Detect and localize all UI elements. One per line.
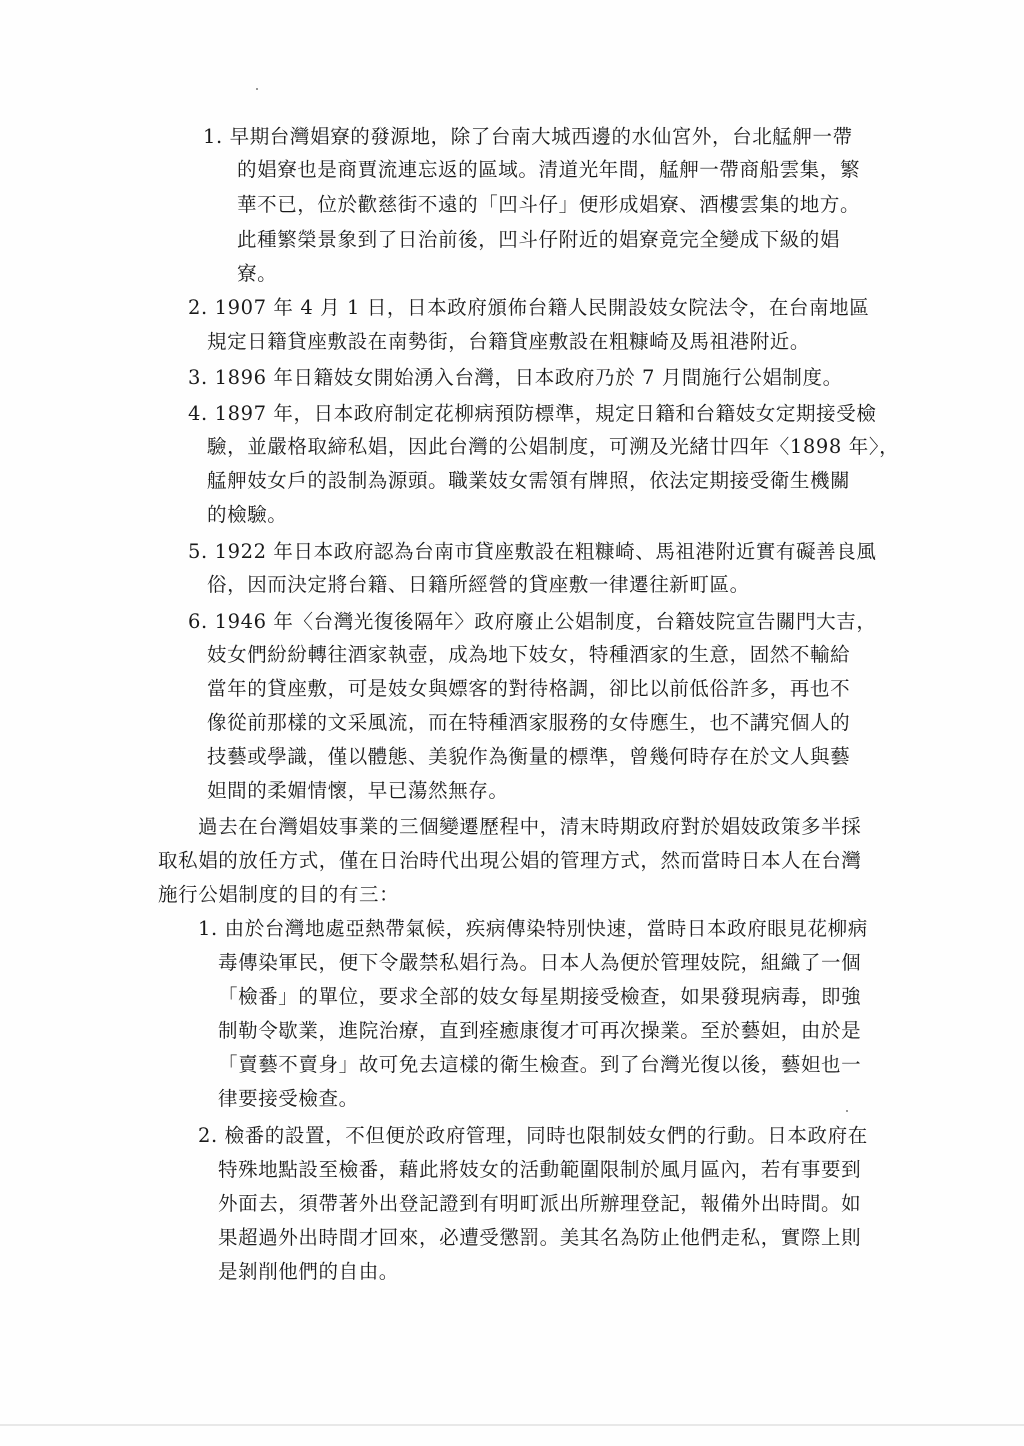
list-item-line: 的娼寮也是商賈流連忘返的區域。清道光年間，艋舺一帶商船雲集，繁 [237,158,861,181]
list-item-line: 驗，並嚴格取締私娼，因此台灣的公娼制度，可溯及光緒廿四年〈1898 年〉， [207,435,900,458]
list-item-line: 寮。 [237,262,278,285]
list-item-line: 6. 1946 年〈台灣光復後隔年〉政府廢止公娼制度，台籍妓院宣告關門大吉， [188,610,877,633]
scan-edge [0,1424,1024,1426]
list-item-line: 制勒令歇業，進院治療，直到痊癒康復才可再次操業。至於藝妲，由於是 [218,1019,862,1042]
list-item-line: 「賣藝不賣身」故可免去這樣的衛生檢查。到了台灣光復以後，藝妲也一 [218,1053,862,1076]
list-item-line: 3. 1896 年日籍妓女開始湧入台灣，日本政府乃於 7 月間施行公娼制度。 [188,366,843,389]
list-item-line: 2. 1907 年 4 月 1 日，日本政府頒佈台籍人民開設妓女院法令，在台南地區 [188,296,870,319]
list-item-line: 的檢驗。 [207,503,288,526]
paragraph-line: 取私娼的放任方式，僅在日治時代出現公娼的管理方式，然而當時日本人在台灣 [158,849,862,872]
list-item-line: 華不已，位於歡慈街不遠的「凹斗仔」便形成娼寮、酒樓雲集的地方。 [237,193,861,216]
list-item-line: 外面去，須帶著外出登記證到有明町派出所辦理登記，報備外出時間。如 [218,1192,862,1215]
list-item-line: 5. 1922 年日本政府認為台南市貸座敷設在粗糠崎、馬祖港附近實有礙善良風 [188,540,877,563]
list-item-line: 此種繁榮景象到了日治前後，凹斗仔附近的娼寮竟完全變成下級的娼 [237,228,841,251]
list-item-line: 4. 1897 年，日本政府制定花柳病預防標準，規定日籍和台籍妓女定期接受檢 [188,402,877,425]
scan-speck [256,88,258,90]
list-item-line: 果超過外出時間才回來，必遭受懲罰。美其名為防止他們走私，實際上則 [218,1226,862,1249]
list-item-line: 特殊地點設至檢番，藉此將妓女的活動範圍限制於風月區內，若有事要到 [218,1158,862,1181]
list-item-line: 1. 早期台灣娼寮的發源地，除了台南大城西邊的水仙宮外，台北艋舺一帶 [203,125,853,148]
paragraph-line: 過去在台灣娼妓事業的三個變遷歷程中，清末時期政府對於娼妓政策多半採 [198,815,862,838]
list-item-line: 「檢番」的單位，要求全部的妓女每星期接受檢查，如果發現病毒，即強 [218,985,862,1008]
list-item-line: 2. 檢番的設置，不但便於政府管理，同時也限制妓女們的行動。日本政府在 [198,1124,868,1147]
list-item-line: 律要接受檢查。 [218,1087,359,1110]
list-item-line: 艋舺妓女戶的設制為源頭。職業妓女需領有牌照，依法定期接受衛生機關 [207,469,851,492]
list-item-line: 俗，因而決定將台籍、日籍所經營的貸座敷一律遷往新町區。 [207,573,750,596]
scan-speck [846,1110,848,1112]
list-item-line: 技藝或學識，僅以體態、美貌作為衡量的標準，曾幾何時存在於文人與藝 [207,745,851,768]
list-item-line: 毒傳染軍民，便下令嚴禁私娼行為。日本人為便於管理妓院，組織了一個 [218,951,862,974]
list-item-line: 規定日籍貸座敷設在南勢街，台籍貸座敷設在粗糠崎及馬祖港附近。 [207,330,811,353]
paragraph-line: 施行公娼制度的目的有三： [158,883,400,906]
list-item-line: 是剝削他們的自由。 [218,1260,399,1283]
list-item-line: 妲間的柔媚情懷，早已蕩然無存。 [207,779,509,802]
list-item-line: 1. 由於台灣地處亞熱帶氣候，疾病傳染特別快速，當時日本政府眼見花柳病 [198,917,868,940]
list-item-line: 像從前那樣的文采風流，而在特種酒家服務的女侍應生，也不講究個人的 [207,711,851,734]
list-item-line: 當年的貸座敷，可是妓女與嫖客的對待格調，卻比以前低俗許多，再也不 [207,677,851,700]
list-item-line: 妓女們紛紛轉往酒家執壺，成為地下妓女，特種酒家的生意，固然不輸給 [207,643,851,666]
